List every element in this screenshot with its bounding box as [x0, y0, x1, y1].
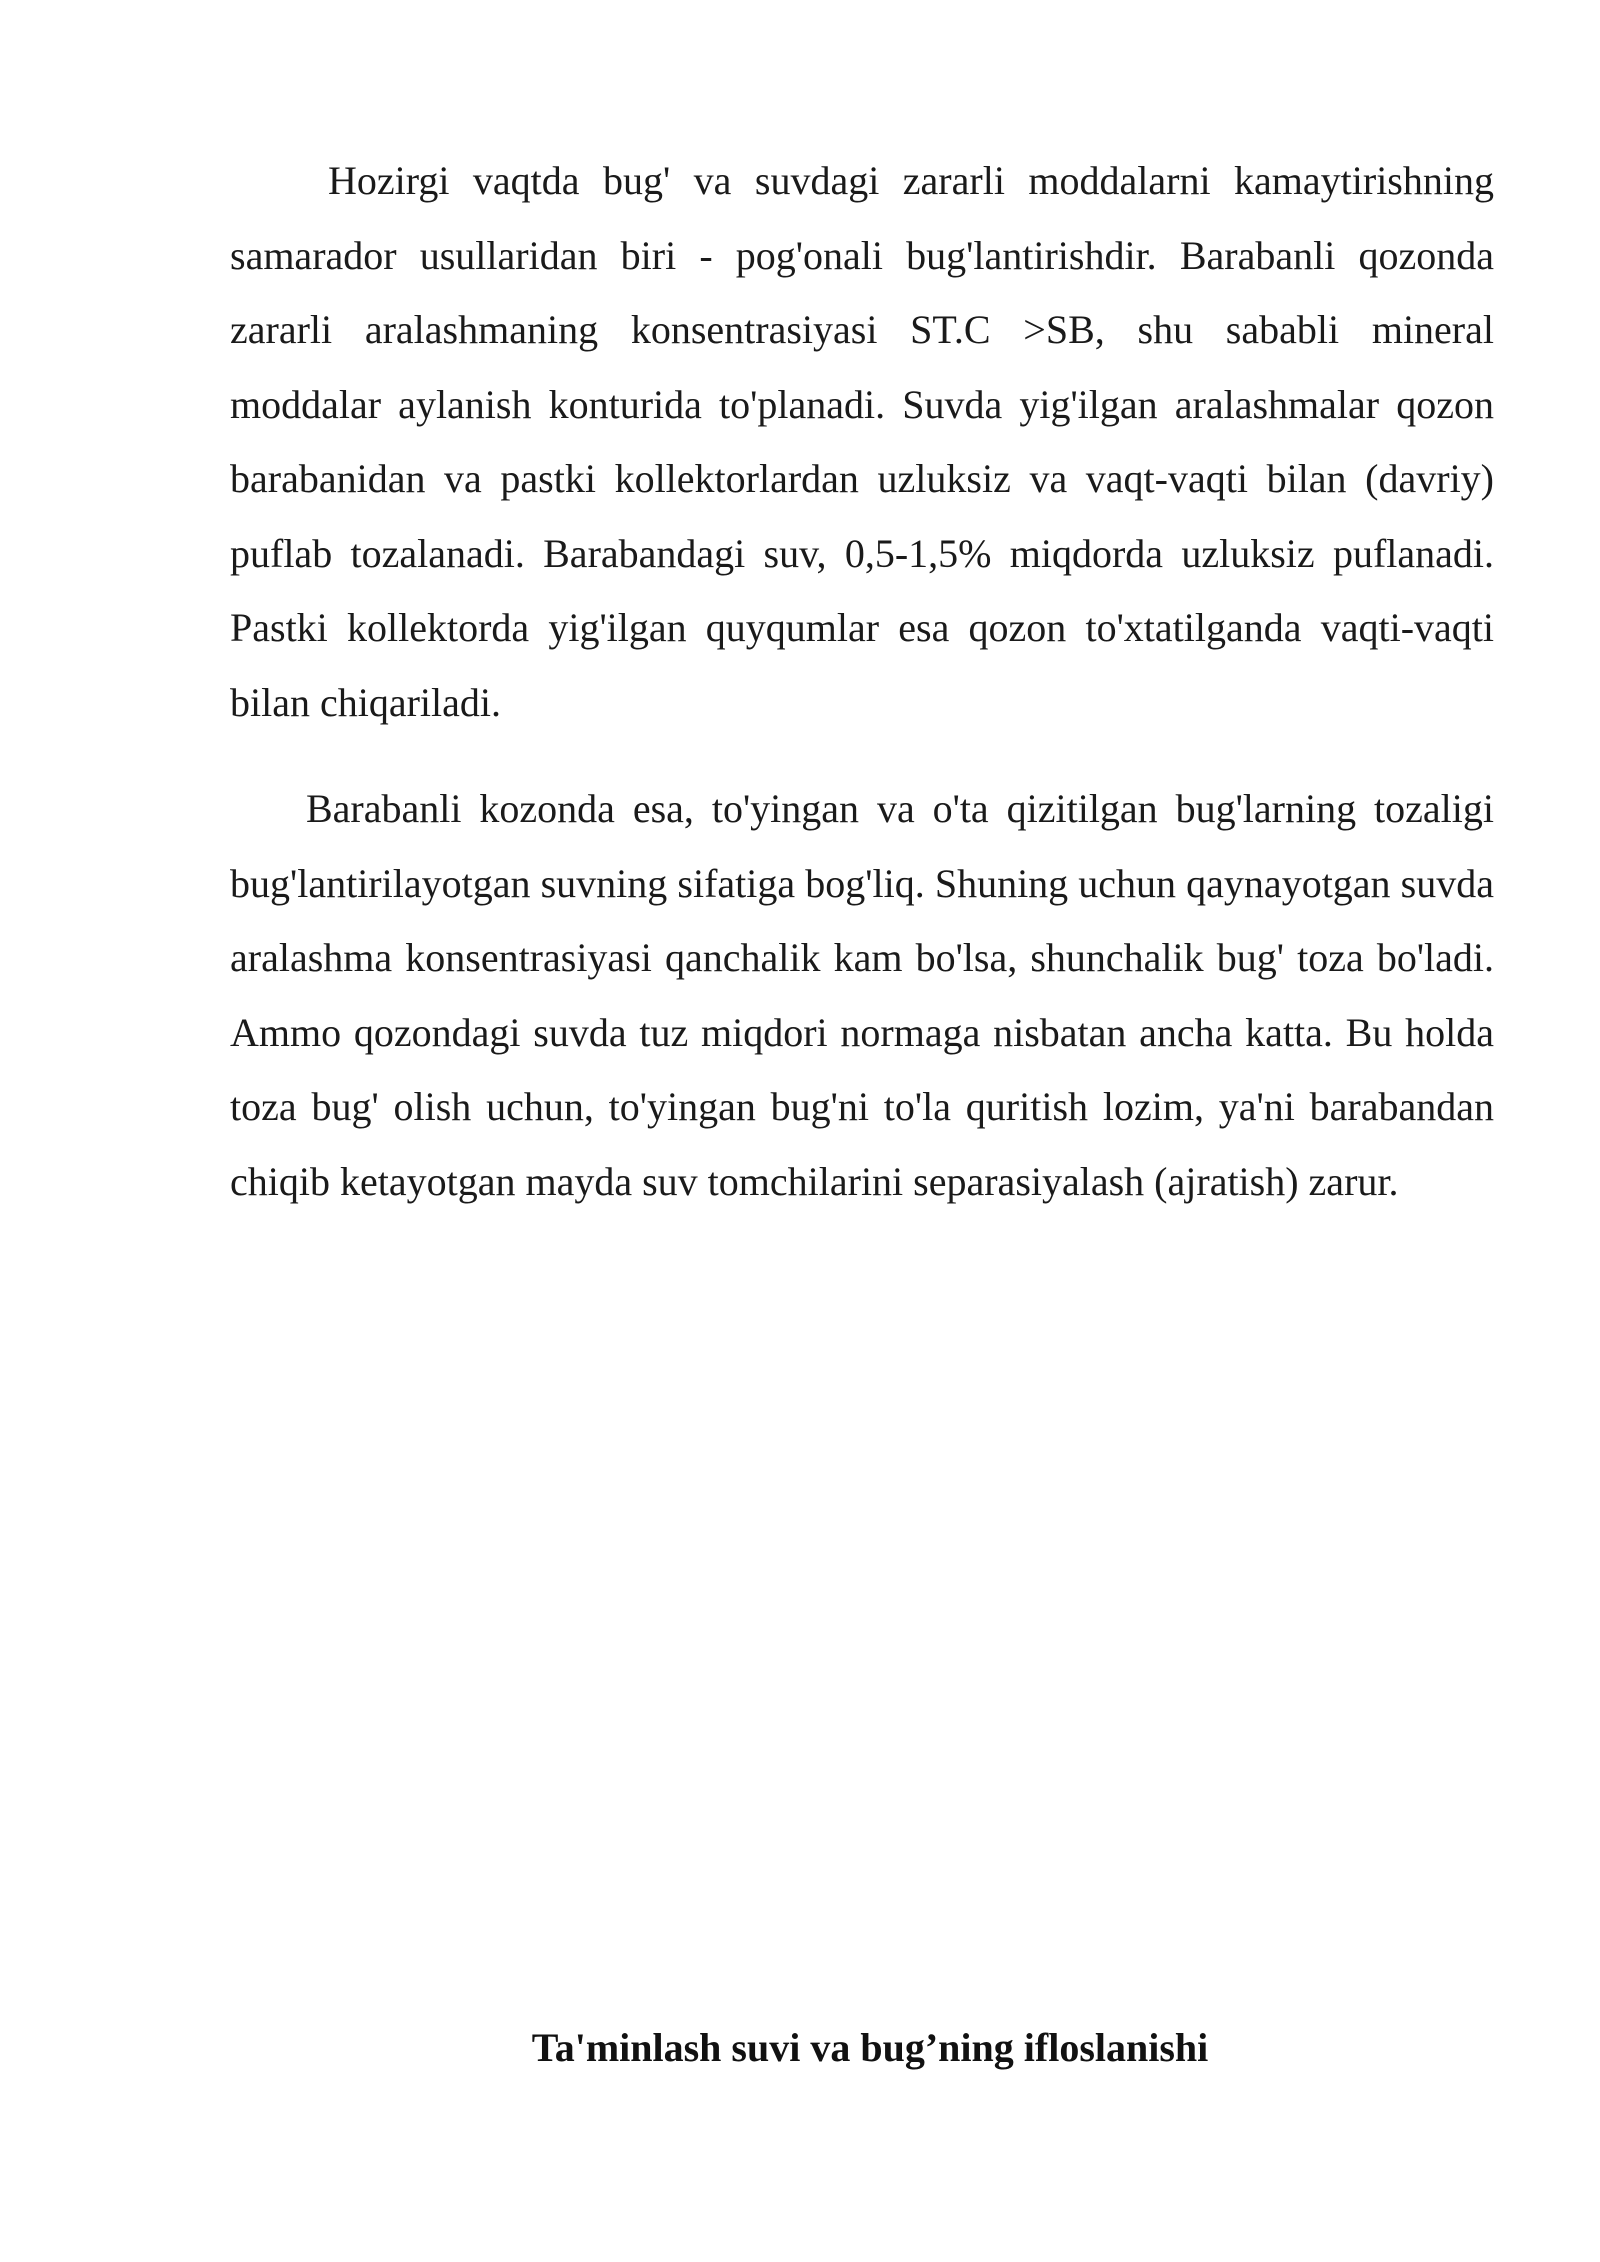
body-paragraph-1: Hozirgi vaqtda bug' va suvdagi zararli moddalarni kamaytirishning samarador usullaridan biri - pog'onali bug'lantirishdir. Barabanli qozonda zararli aralashmaning konsentrasiyasi ST.C >SB, shu sababli mineral moddalar aylanish konturida to'planadi. Suvda yig'ilgan aralashmalar qozon barabanidan va pastki kollektorlardan uzluksiz va vaqt-vaqti bilan (davriy) puflab tozalanadi. Barabandagi suv, 0,5-1,5% miqdorda uzluksiz puflanadi. Pastki kollektorda yig'ilgan quyqumlar esa qozon to'xtatilganda vaqti-vaqti bilan chiqariladi. [230, 158, 1494, 725]
section-heading: Ta'minlash suvi va bug’ning ifloslanishi [531, 2025, 1209, 2070]
body-paragraph-2: Barabanli kozonda esa, to'yingan va o'ta qizitilgan bug'larning tozaligi bug'lantirilayotgan suvning sifatiga bog'liq. Shuning uchun qaynayotgan suvda aralashma konsentrasiyasi qanchalik kam bo'lsa, shunchalik bug' toza bo'ladi. Ammo qozondagi suvda tuz miqdori normaga nisbatan ancha katta. Bu holda toza bug' olish uchun, to'yingan bug'ni to'la quritish lozim, ya'ni barabandan chiqib ketayotgan mayda suv tomchilarini separasiyalash (ajratish) zarur. [230, 786, 1494, 1204]
